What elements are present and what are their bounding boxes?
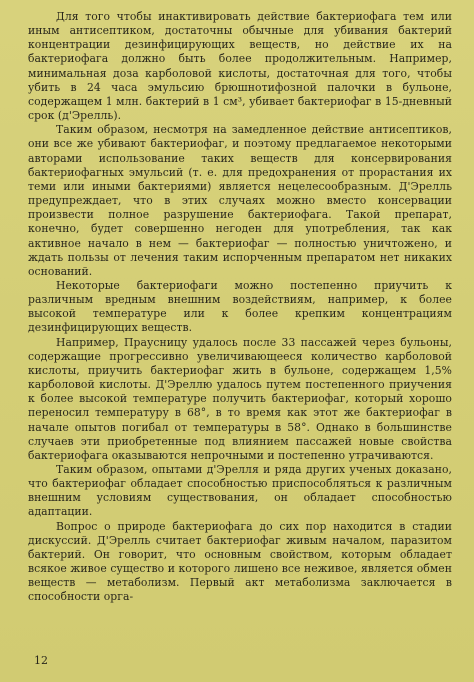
page-number: 12	[34, 654, 48, 667]
paragraph-inactivation: Для того чтобы инактивировать действие бактериофага тем или иным антисептиком, достаточны обычные для убивания бактерий концентрации дезинфицирующих веществ, но действие их на бактериофага должно быть более продолжительным. Например, минимальная доза карболовой кислоты, достаточная для того, чтобы убить в 24 часа эмульсию брюшнотифозной палочки в бульоне, содержащем 1 млн. бактерий в 1 см³, убивает бактериофаг в 15-дневный срок (д'Эрелль).	[28, 10, 452, 123]
paragraph-adaptation-examples: Например, Праусницу удалось после 33 пассажей через бульоны, содержащие прогрессивно увеличивающееся количество карболовой кислоты, приучить бактериофаг жить в бульоне, содержащем 1,5% карболовой кислоты. Д'Эреллю удалось путем постепенного приучения к более высокой температуре получить бактериофаг, который хорошо переносил температуру в 68°, в то время как этот же бактериофаг в начале опытов погибал от температуры в 58°. Однако в большинстве случаев эти приобретенные под влиянием пассажей новые свойства бактериофага оказываются непрочными и постепенно утрачиваются.	[28, 335, 452, 462]
paragraph-nature-of-bacteriophage: Вопрос о природе бактериофага до сих пор находится в стадии дискуссий. Д'Эрелль считает бактериофаг живым началом, паразитом бактерий. Он говорит, что основным свойством, которым обладает всякое живое существо и которого лишено все неживое, является обмен веществ — метаболизм. Первый акт метаболизма заключается в способности орга-	[28, 519, 452, 604]
paragraph-adaptation-conclusion: Таким образом, опытами д'Эрелля и ряда других ученых доказано, что бактериофаг обладает способностью приспособляться к различным внешним условиям существования, он обладает способностью адаптации.	[28, 463, 452, 519]
paragraph-antiseptics: Таким образом, несмотря на замедленное действие антисептиков, они все же убивают бактериофаг, и поэтому предлагаемое некоторыми авторами использование таких веществ для консервирования бактериофагных эмульсий (т. е. для предохранения от прорастания их теми или иными бактериями) является нецелесообразным. Д'Эрелль предупреждает, что в этих случаях можно вместо консервации произвести полное разрушение бактериофага. Такой препарат, конечно, будет совершенно негоден для употребления, так как активное начало в нем — бактериофаг — полностью уничтожено, и ждать пользы от лечения таким испорченным препаратом нет никаких оснований.	[28, 123, 452, 278]
paragraph-adaptation-intro: Некоторые бактериофаги можно постепенно приучить к различным вредным внешним воздействиям, например, к более высокой температуре или к более крепким концентрациям дезинфицирующих веществ.	[28, 278, 452, 335]
